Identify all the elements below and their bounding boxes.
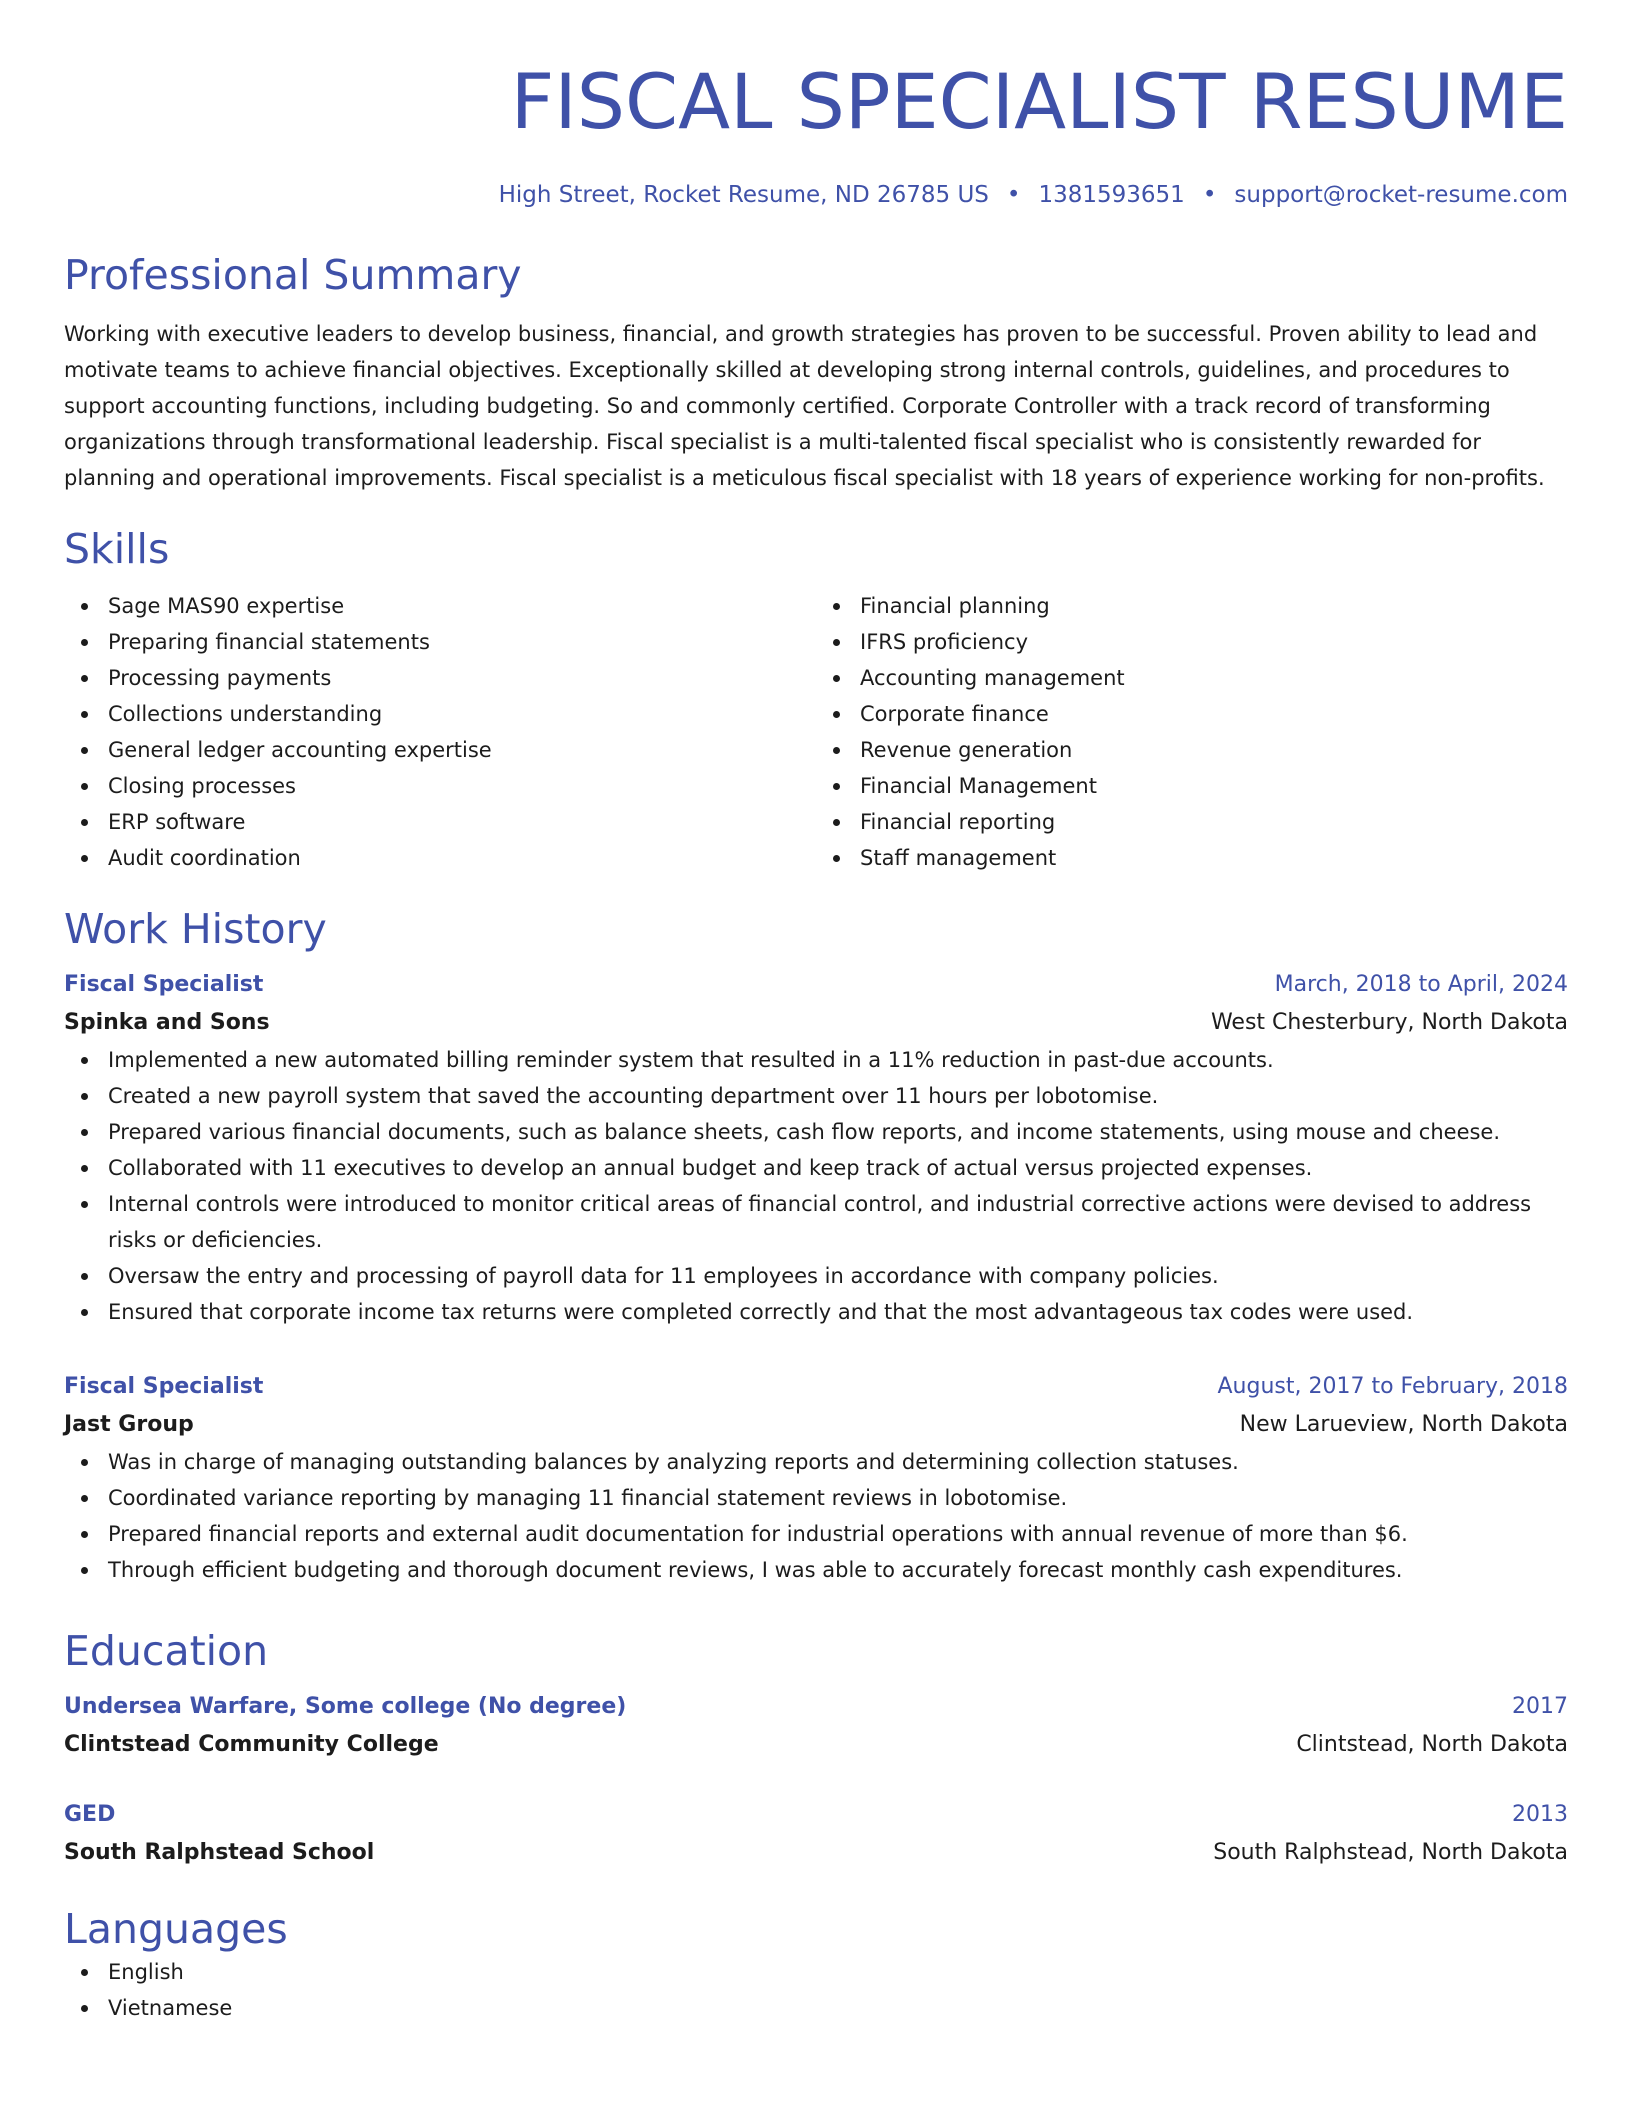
summary-text: Working with executive leaders to develop business, financial, and growth strategies has proven to be successful. Proven ability to lead and motivate teams to achieve financial objectives. Exceptionally skilled at developing strong internal controls, guidelines, and procedures to support accounting functions, including budgeting. So and commonly certified. Corporate Controller with a track record of transforming organizations through transformational leadership. Fiscal specialist is a multi-talented fiscal specialist who is consistently rewarded for planning and operational improvements. Fiscal specialist is a meticulous fiscal specialist with 18 years of experience working for non-profits.	[64, 322, 1545, 490]
contact-address: High Street, Rocket Resume, ND 26785 US	[498, 182, 989, 208]
education-year: 2017	[1512, 1694, 1568, 1719]
skill-item: Processing payments	[108, 660, 816, 696]
skills-list-right	[816, 588, 1568, 876]
education-year: 2013	[1512, 1802, 1568, 1827]
skill-item: Financial reporting	[860, 804, 1568, 840]
job-bullets	[64, 1042, 1568, 1330]
language-item: Vietnamese	[108, 1990, 1568, 2026]
summary-heading: Professional Summary	[64, 251, 522, 299]
skill-item: Sage MAS90 expertise	[108, 588, 816, 624]
job-company: Spinka and Sons	[64, 1010, 270, 1035]
job-bullet: Was in charge of managing outstanding balances by analyzing reports and determining collection statuses.	[108, 1444, 1568, 1480]
contact-phone: 1381593651	[1038, 182, 1185, 208]
job-bullet: Ensured that corporate income tax returns were completed correctly and that the most advantageous tax codes were used.	[108, 1294, 1568, 1330]
contact-separator: •	[1006, 182, 1021, 208]
job-entry	[64, 966, 1568, 1330]
job-location: New Larueview, North Dakota	[1239, 1412, 1568, 1437]
job-location: West Chesterbury, North Dakota	[1210, 1010, 1568, 1035]
job-role: Fiscal Specialist	[64, 972, 264, 997]
job-entry	[64, 1368, 1568, 1588]
work-history-heading: Work History	[64, 905, 327, 953]
skill-item: Accounting management	[860, 660, 1568, 696]
skill-item: Financial planning	[860, 588, 1568, 624]
job-bullet: Internal controls were introduced to monitor critical areas of financial control, and industrial corrective actions were devised to address risks or deficiencies.	[108, 1186, 1568, 1258]
skill-item: ERP software	[108, 804, 816, 840]
skill-item: Corporate finance	[860, 696, 1568, 732]
contact-separator: •	[1202, 182, 1217, 208]
skill-item: Staff management	[860, 840, 1568, 876]
job-header	[64, 966, 1568, 1004]
job-bullets	[64, 1444, 1568, 1588]
education-subheader	[64, 1834, 1568, 1872]
job-company: Jast Group	[64, 1412, 194, 1437]
skill-item: IFRS proficiency	[860, 624, 1568, 660]
job-bullet: Prepared various financial documents, such as balance sheets, cash flow reports, and income statements, using mouse and cheese.	[108, 1114, 1568, 1150]
education-school: South Ralphstead School	[64, 1840, 375, 1865]
education-header	[64, 1688, 1568, 1726]
contact-email[interactable]: support@rocket-resume.com	[1234, 182, 1568, 208]
skills-heading: Skills	[64, 525, 170, 573]
job-subheader	[64, 1406, 1568, 1444]
education-location: Clintstead, North Dakota	[1296, 1732, 1568, 1757]
job-dates: March, 2018 to April, 2024	[1274, 972, 1568, 997]
education-entry	[64, 1796, 1568, 1872]
education-heading: Education	[64, 1627, 269, 1675]
skill-item: Financial Management	[860, 768, 1568, 804]
languages-list	[64, 1954, 1568, 2026]
job-bullet: Oversaw the entry and processing of payroll data for 11 employees in accordance with company policies.	[108, 1258, 1568, 1294]
job-subheader	[64, 1004, 1568, 1042]
languages-heading: Languages	[64, 1905, 288, 1953]
skill-item: Audit coordination	[108, 840, 816, 876]
job-header	[64, 1368, 1568, 1406]
job-bullet: Coordinated variance reporting by managing 11 financial statement reviews in lobotomise.	[108, 1480, 1568, 1516]
job-bullet: Collaborated with 11 executives to develop an annual budget and keep track of actual versus projected expenses.	[108, 1150, 1568, 1186]
contact-line	[64, 180, 1568, 210]
job-bullet: Through efficient budgeting and thorough document reviews, I was able to accurately forecast monthly cash expenditures.	[108, 1552, 1568, 1588]
education-location: South Ralphstead, North Dakota	[1213, 1840, 1568, 1865]
education-subheader	[64, 1726, 1568, 1764]
job-role: Fiscal Specialist	[64, 1374, 264, 1399]
skill-item: Closing processes	[108, 768, 816, 804]
job-bullet: Created a new payroll system that saved the accounting department over 11 hours per lobotomise.	[108, 1078, 1568, 1114]
skill-item: General ledger accounting expertise	[108, 732, 816, 768]
skill-item: Revenue generation	[860, 732, 1568, 768]
skills-list-left	[64, 588, 816, 876]
education-degree: Undersea Warfare, Some college (No degree)	[64, 1694, 627, 1719]
skills-columns	[64, 588, 1568, 876]
job-dates: August, 2017 to February, 2018	[1217, 1374, 1568, 1399]
language-item: English	[108, 1954, 1568, 1990]
education-entry	[64, 1688, 1568, 1764]
job-bullet: Prepared financial reports and external audit documentation for industrial operations with annual revenue of more than $6.	[108, 1516, 1568, 1552]
education-degree: GED	[64, 1802, 116, 1827]
job-bullet: Implemented a new automated billing reminder system that resulted in a 11% reduction in past-due accounts.	[108, 1042, 1568, 1078]
education-school: Clintstead Community College	[64, 1732, 439, 1757]
resume-title: FISCAL SPECIALIST RESUME	[510, 57, 1568, 146]
skill-item: Collections understanding	[108, 696, 816, 732]
skill-item: Preparing financial statements	[108, 624, 816, 660]
education-header	[64, 1796, 1568, 1834]
